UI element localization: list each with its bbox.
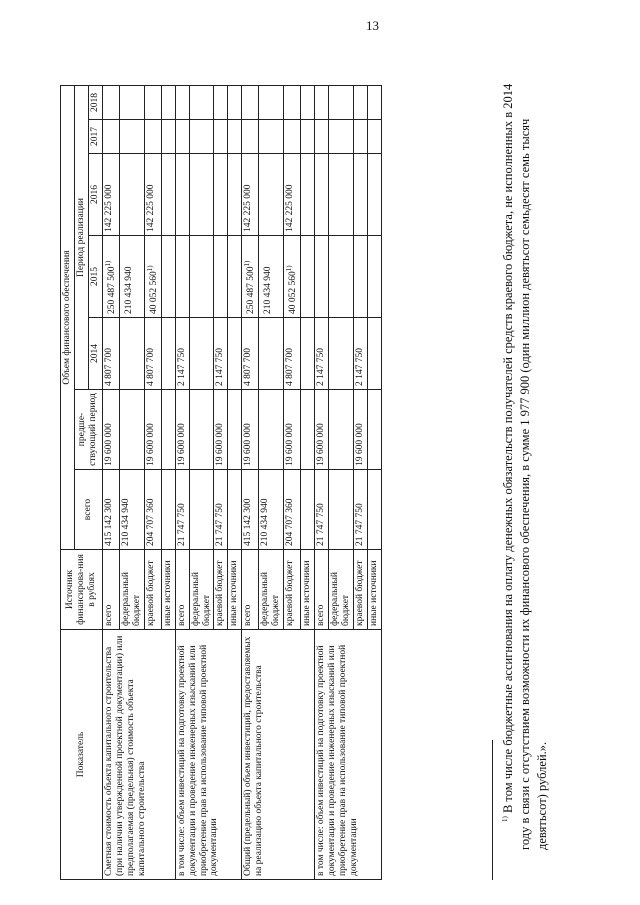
header-year: 2016 — [88, 154, 102, 236]
footnote-ref: 1) — [145, 265, 154, 272]
value-cell-y2017 — [315, 120, 329, 154]
value-cell-y2014 — [301, 318, 315, 390]
value-cell-y2017 — [284, 120, 301, 154]
value-cell-total — [189, 470, 214, 550]
value-cell-y2016 — [301, 154, 315, 236]
value-cell-y2017 — [214, 120, 228, 154]
header-period: Период реализации — [74, 86, 88, 390]
value-text: 2 147 750 — [354, 348, 365, 386]
footnote-marker: 1) — [500, 816, 509, 822]
value-cell-prev — [119, 390, 144, 470]
value-text: 2 147 750 — [215, 348, 226, 386]
header-source: Источник финансирова-ния в рублях — [61, 550, 103, 630]
value-text: 19 600 000 — [354, 423, 365, 466]
value-cell-total — [161, 470, 175, 550]
header-year: 2018 — [88, 86, 102, 120]
source-cell: иные источники — [301, 550, 315, 630]
value-text: 19 600 000 — [215, 423, 226, 466]
value-text: 2 147 750 — [316, 348, 327, 386]
value-cell-y2018 — [144, 86, 161, 120]
value-cell-prev — [353, 390, 367, 470]
value-cell-total — [228, 470, 242, 550]
value-cell-prev — [161, 390, 175, 470]
value-cell-y2014 — [259, 318, 284, 390]
value-cell-prev — [175, 390, 189, 470]
source-cell: всего — [242, 550, 259, 630]
value-text: 21 747 750 — [316, 503, 327, 546]
value-cell-y2018 — [161, 86, 175, 120]
value-cell-y2017 — [353, 120, 367, 154]
value-cell-y2015 — [228, 236, 242, 318]
value-cell-y2014 — [315, 318, 329, 390]
table-row — [315, 86, 329, 880]
value-text: 204 707 360 — [145, 498, 156, 546]
header-prev: предше-ствующий период — [74, 390, 102, 470]
value-text: 19 600 000 — [145, 423, 156, 466]
value-cell-y2014 — [119, 318, 144, 390]
value-cell-y2015 — [284, 236, 301, 318]
value-cell-y2016 — [353, 154, 367, 236]
value-cell-total — [284, 470, 301, 550]
indicator-cell: в том числе: объем инвестиций на подготовку проектной документации и проведение инженерных изысканий или приобретение прав на использование типовой проектной документации — [175, 630, 242, 880]
source-cell: иные источники — [367, 550, 381, 630]
value-text: 40 052 560 — [148, 271, 159, 314]
source-cell: всего — [315, 550, 329, 630]
value-cell-y2017 — [102, 120, 119, 154]
value-text: 210 434 940 — [260, 498, 271, 546]
value-cell-y2017 — [161, 120, 175, 154]
value-cell-y2017 — [119, 120, 144, 154]
source-cell: федеральный бюджет — [259, 550, 284, 630]
value-cell-y2018 — [315, 86, 329, 120]
value-text: 21 747 750 — [354, 503, 365, 546]
header-year: 2017 — [88, 120, 102, 154]
value-text: 415 142 300 — [243, 498, 254, 546]
value-cell-y2018 — [189, 86, 214, 120]
value-cell-y2016 — [119, 154, 144, 236]
value-cell-y2015 — [242, 236, 259, 318]
value-text: 204 707 360 — [285, 498, 296, 546]
footnote-ref: 1) — [243, 260, 252, 267]
value-cell-y2015 — [102, 236, 119, 318]
value-cell-y2015 — [144, 236, 161, 318]
value-cell-y2018 — [242, 86, 259, 120]
value-cell-prev — [242, 390, 259, 470]
source-cell: краевой бюджет — [284, 550, 301, 630]
value-cell-y2018 — [367, 86, 381, 120]
indicator-cell: в том числе: объем инвестиций на подготовку проектной документации и проведение инженерных изысканий или приобретение прав на использование типовой проектной документации — [315, 630, 382, 880]
value-cell-total — [144, 470, 161, 550]
value-cell-y2018 — [301, 86, 315, 120]
value-text: 21 747 750 — [176, 503, 187, 546]
value-cell-total — [315, 470, 329, 550]
value-cell-y2017 — [189, 120, 214, 154]
value-cell-prev — [315, 390, 329, 470]
value-cell-total — [353, 470, 367, 550]
value-cell-y2014 — [214, 318, 228, 390]
table-body — [102, 86, 381, 880]
value-cell-y2016 — [329, 154, 354, 236]
value-text: 210 434 940 — [120, 498, 131, 546]
value-cell-y2017 — [144, 120, 161, 154]
value-cell-y2018 — [214, 86, 228, 120]
header-year: 2014 — [88, 318, 102, 390]
value-text: 142 225 000 — [285, 184, 296, 232]
source-cell: всего — [175, 550, 189, 630]
value-cell-y2016 — [242, 154, 259, 236]
value-text: 142 225 000 — [243, 184, 254, 232]
value-cell-y2018 — [175, 86, 189, 120]
value-cell-y2014 — [189, 318, 214, 390]
value-cell-y2016 — [315, 154, 329, 236]
value-cell-y2017 — [329, 120, 354, 154]
source-cell: краевой бюджет — [214, 550, 228, 630]
value-cell-prev — [284, 390, 301, 470]
value-cell-prev — [102, 390, 119, 470]
indicator-cell: Общий (предельный) объем инвестиций, предоставляемых на реализацию объекта капитального строительства — [242, 630, 315, 880]
value-cell-y2016 — [161, 154, 175, 236]
table-row — [102, 86, 119, 880]
rotated-sheet — [60, 60, 580, 880]
value-cell-y2015 — [189, 236, 214, 318]
value-text: 21 747 750 — [215, 503, 226, 546]
value-cell-y2017 — [228, 120, 242, 154]
value-text: 415 142 300 — [103, 498, 114, 546]
value-cell-y2018 — [119, 86, 144, 120]
value-text: 210 434 940 — [263, 266, 274, 314]
value-cell-y2014 — [102, 318, 119, 390]
footnote-ref: 1) — [285, 265, 294, 272]
financing-table — [60, 85, 382, 880]
value-text: 19 600 000 — [285, 423, 296, 466]
value-cell-y2015 — [175, 236, 189, 318]
source-cell: федеральный бюджет — [119, 550, 144, 630]
value-cell-prev — [259, 390, 284, 470]
value-text: 2 147 750 — [176, 348, 187, 386]
value-cell-y2015 — [329, 236, 354, 318]
value-cell-y2016 — [259, 154, 284, 236]
value-cell-prev — [329, 390, 354, 470]
value-cell-total — [175, 470, 189, 550]
value-cell-total — [214, 470, 228, 550]
value-cell-y2015 — [353, 236, 367, 318]
value-text: 250 487 500 — [246, 266, 257, 314]
value-text: 4 807 700 — [285, 348, 296, 386]
value-text: 4 807 700 — [243, 348, 254, 386]
value-text: 19 600 000 — [243, 423, 254, 466]
value-cell-prev — [367, 390, 381, 470]
value-cell-total — [329, 470, 354, 550]
table-row — [175, 86, 189, 880]
value-text: 142 225 000 — [145, 184, 156, 232]
value-cell-y2015 — [315, 236, 329, 318]
value-cell-prev — [144, 390, 161, 470]
value-cell-prev — [214, 390, 228, 470]
value-cell-y2016 — [214, 154, 228, 236]
footnote-rule — [492, 740, 493, 880]
value-cell-y2015 — [214, 236, 228, 318]
value-cell-y2014 — [228, 318, 242, 390]
value-cell-y2018 — [102, 86, 119, 120]
value-cell-total — [259, 470, 284, 550]
value-cell-y2014 — [144, 318, 161, 390]
value-cell-y2014 — [242, 318, 259, 390]
value-text: 4 807 700 — [103, 348, 114, 386]
header-year: 2015 — [88, 236, 102, 318]
value-cell-y2018 — [284, 86, 301, 120]
value-cell-y2016 — [228, 154, 242, 236]
value-text: 4 807 700 — [145, 348, 156, 386]
value-cell-y2017 — [301, 120, 315, 154]
header-indicator: Показатель — [61, 630, 103, 880]
value-cell-y2015 — [259, 236, 284, 318]
value-cell-y2015 — [301, 236, 315, 318]
value-cell-y2015 — [119, 236, 144, 318]
source-cell: всего — [102, 550, 119, 630]
value-text: 40 052 560 — [288, 271, 299, 314]
value-cell-prev — [301, 390, 315, 470]
value-cell-y2014 — [367, 318, 381, 390]
value-cell-y2014 — [284, 318, 301, 390]
value-cell-y2016 — [284, 154, 301, 236]
value-cell-y2014 — [161, 318, 175, 390]
footnote — [500, 70, 551, 850]
indicator-cell: Сметная стоимость объекта капитального строительства (при наличии утвержденной проектной документации) или предполагаемая (предельная) стоимость объекта капитального строительства — [102, 630, 175, 880]
value-cell-total — [301, 470, 315, 550]
value-cell-prev — [189, 390, 214, 470]
value-cell-y2018 — [228, 86, 242, 120]
value-cell-y2015 — [367, 236, 381, 318]
value-cell-y2018 — [353, 86, 367, 120]
value-cell-total — [242, 470, 259, 550]
value-cell-y2016 — [175, 154, 189, 236]
value-cell-total — [119, 470, 144, 550]
table-row — [242, 86, 259, 880]
value-cell-y2017 — [242, 120, 259, 154]
source-cell: иные источники — [161, 550, 175, 630]
value-cell-y2017 — [367, 120, 381, 154]
value-text: 19 600 000 — [103, 423, 114, 466]
header-volume: Объем финансового обеспечения — [61, 86, 75, 550]
value-text: 250 487 500 — [106, 266, 117, 314]
footnote-text: В том числе бюджетные ассигнования на оплату денежных обязательств получателей средств краевого бюджета, не исполненных в 2014 году в связи с отсутствием возможности их финансового обеспечения, в сумме 1 977 900 (один миллион девятьсот семьдесят семь тысяч девятьсот) рублей.». — [501, 83, 549, 850]
value-cell-y2016 — [189, 154, 214, 236]
value-cell-y2015 — [161, 236, 175, 318]
value-cell-y2017 — [175, 120, 189, 154]
value-cell-prev — [228, 390, 242, 470]
value-text: 142 225 000 — [103, 184, 114, 232]
value-cell-y2014 — [353, 318, 367, 390]
value-cell-y2016 — [144, 154, 161, 236]
source-cell: иные источники — [228, 550, 242, 630]
value-text: 19 600 000 — [176, 423, 187, 466]
value-cell-total — [102, 470, 119, 550]
source-cell: краевой бюджет — [353, 550, 367, 630]
value-cell-y2014 — [329, 318, 354, 390]
header-total: всего — [74, 470, 102, 550]
footnote-ref: 1) — [103, 260, 112, 267]
value-cell-y2018 — [259, 86, 284, 120]
value-cell-y2016 — [102, 154, 119, 236]
value-text: 19 600 000 — [316, 423, 327, 466]
value-cell-y2016 — [367, 154, 381, 236]
value-cell-y2018 — [329, 86, 354, 120]
source-cell: федеральный бюджет — [189, 550, 214, 630]
page-number: 13 — [366, 18, 379, 33]
value-cell-y2014 — [175, 318, 189, 390]
value-text: 210 434 940 — [124, 266, 134, 314]
source-cell: федеральный бюджет — [329, 550, 354, 630]
value-cell-y2017 — [259, 120, 284, 154]
source-cell: краевой бюджет — [144, 550, 161, 630]
value-cell-total — [367, 470, 381, 550]
